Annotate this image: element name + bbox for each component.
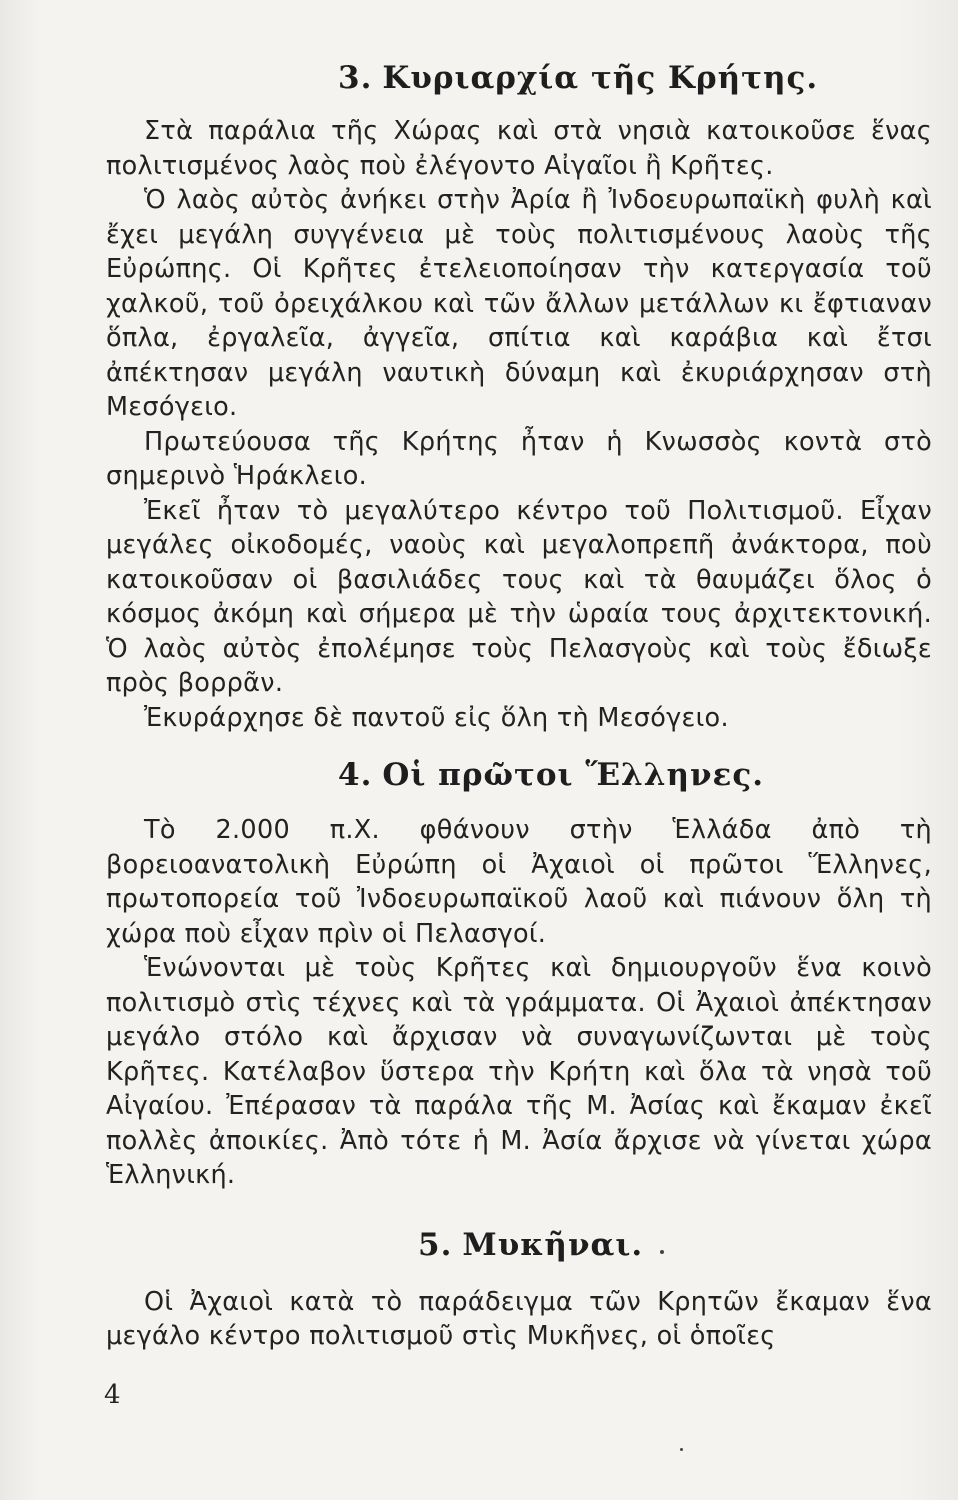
section-heading-5 xyxy=(418,1227,932,1263)
paragraph: Στὰ παράλια τῆς Χώρας καὶ στὰ νησιὰ κατοικοῦσε ἕνας πολιτισμένος λαὸς ποὺ ἐλέγοντο Αἰγαῖοι ἢ Κρῆτες. xyxy=(106,116,932,181)
paragraph: Ὁ λαὸς αὐτὸς ἀνήκει στὴν Ἀρία ἢ Ἰνδοευρωπαϊκὴ φυλὴ καὶ ἔχει μεγάλη συγγένεια μὲ τοὺς πολιτισμένους λαοὺς τῆς Εὐρώπης. Οἱ Κρῆτες ἐτελειοποίησαν τὴν κατεργασία τοῦ χαλκοῦ, τοῦ ὀρειχάλκου καὶ τῶν ἄλλων μετάλλων κι ἔφτιαναν ὅπλα, ἐργαλεῖα, ἀγγεῖα, σπίτια καὶ καράβια καὶ ἔτσι ἀπέκτησαν μεγάλη ναυτικὴ δύναμη καὶ ἐκυριάρχησαν στὴ Μεσόγειο. xyxy=(106,185,932,422)
paragraph: Ἑνώνονται μὲ τοὺς Κρῆτες καὶ δημιουργοῦν ἕνα κοινὸ πολιτισμὸ στὶς τέχνες καὶ τὰ γράμματα. Οἱ Ἀχαιοὶ ἀπέκτησαν μεγάλο στόλο καὶ ἄρχισαν νὰ συναγωνίζωνται μὲ τοὺς Κρῆτες. Κατέλαβον ὕστερα τὴν Κρήτη καὶ ὅλα τὰ νησὰ τοῦ Αἰγαίου. Ἐπέρασαν τὰ παράλα τῆς Μ. Ἀσίας καὶ ἔκαμαν ἐκεῖ πολλὲς ἀποικίες. Ἀπὸ τότε ἡ Μ. Ἀσία ἄρχισε νὰ γίνεται χώρα Ἑλληνική. xyxy=(106,953,932,1190)
paragraph: Οἱ Ἀχαιοὶ κατὰ τὸ παράδειγμα τῶν Κρητῶν ἔκαμαν ἕνα μεγάλο κέντρο πολιτισμοῦ στὶς Μυκῆνες, οἱ ὁποῖες xyxy=(106,1286,932,1351)
section-title: Οἱ πρῶτοι Ἕλληνες. xyxy=(382,757,765,793)
paragraph: Ἐκυράρχησε δὲ παντοῦ εἰς ὅλη τὴ Μεσόγειο. xyxy=(144,702,729,733)
section-number: 3. xyxy=(338,60,373,96)
section-heading-4 xyxy=(338,757,932,793)
print-speck xyxy=(680,1448,683,1451)
section-title: Μυκῆναι. xyxy=(462,1226,644,1263)
section-number: 4. xyxy=(338,757,373,793)
paragraph: Τὸ 2.000 π.Χ. φθάνουν στὴν Ἑλλάδα ἀπὸ τὴ βορειοανατολικὴ Εὐρώπη οἱ Ἀχαιοὶ οἱ πρῶτοι Ἕλληνες, πρωτοπορεία τοῦ Ἰνδοευρωπαϊκοῦ λαοῦ καὶ πιάνουν ὅλη τὴ χώρα ποὺ εἶχαν πρὶν οἱ Πελασγοί. xyxy=(106,815,932,949)
print-speck xyxy=(660,1250,664,1254)
section-heading-3 xyxy=(338,60,932,96)
section-title: Κυριαρχία τῆς Κρήτης. xyxy=(382,60,819,96)
section-number: 5. xyxy=(418,1226,453,1263)
paragraph: Ἐκεῖ ἦταν τὸ μεγαλύτερο κέντρο τοῦ Πολιτισμοῦ. Εἶχαν μεγάλες οἰκοδομές, ναοὺς καὶ μεγαλοπρεπῆ ἀνάκτορα, ποὺ κατοικοῦσαν οἱ βασιλιάδες τους καὶ τὰ θαυμάζει ὅλος ὁ κόσμος ἀκόμη καὶ σήμερα μὲ τὴν ὡραία τους ἀρχιτεκτονική. Ὁ λαὸς αὐτὸς ἐπολέμησε τοὺς Πελασγοὺς καὶ τοὺς ἔδιωξε πρὸς βορρᾶν. xyxy=(106,495,932,698)
paragraph: Πρωτεύουσα τῆς Κρήτης ἦταν ἡ Κνωσσὸς κοντὰ στὸ σημερινὸ Ἡράκλειο. xyxy=(106,426,932,491)
page-number: 4 xyxy=(104,1380,121,1410)
text-column xyxy=(106,60,932,1354)
